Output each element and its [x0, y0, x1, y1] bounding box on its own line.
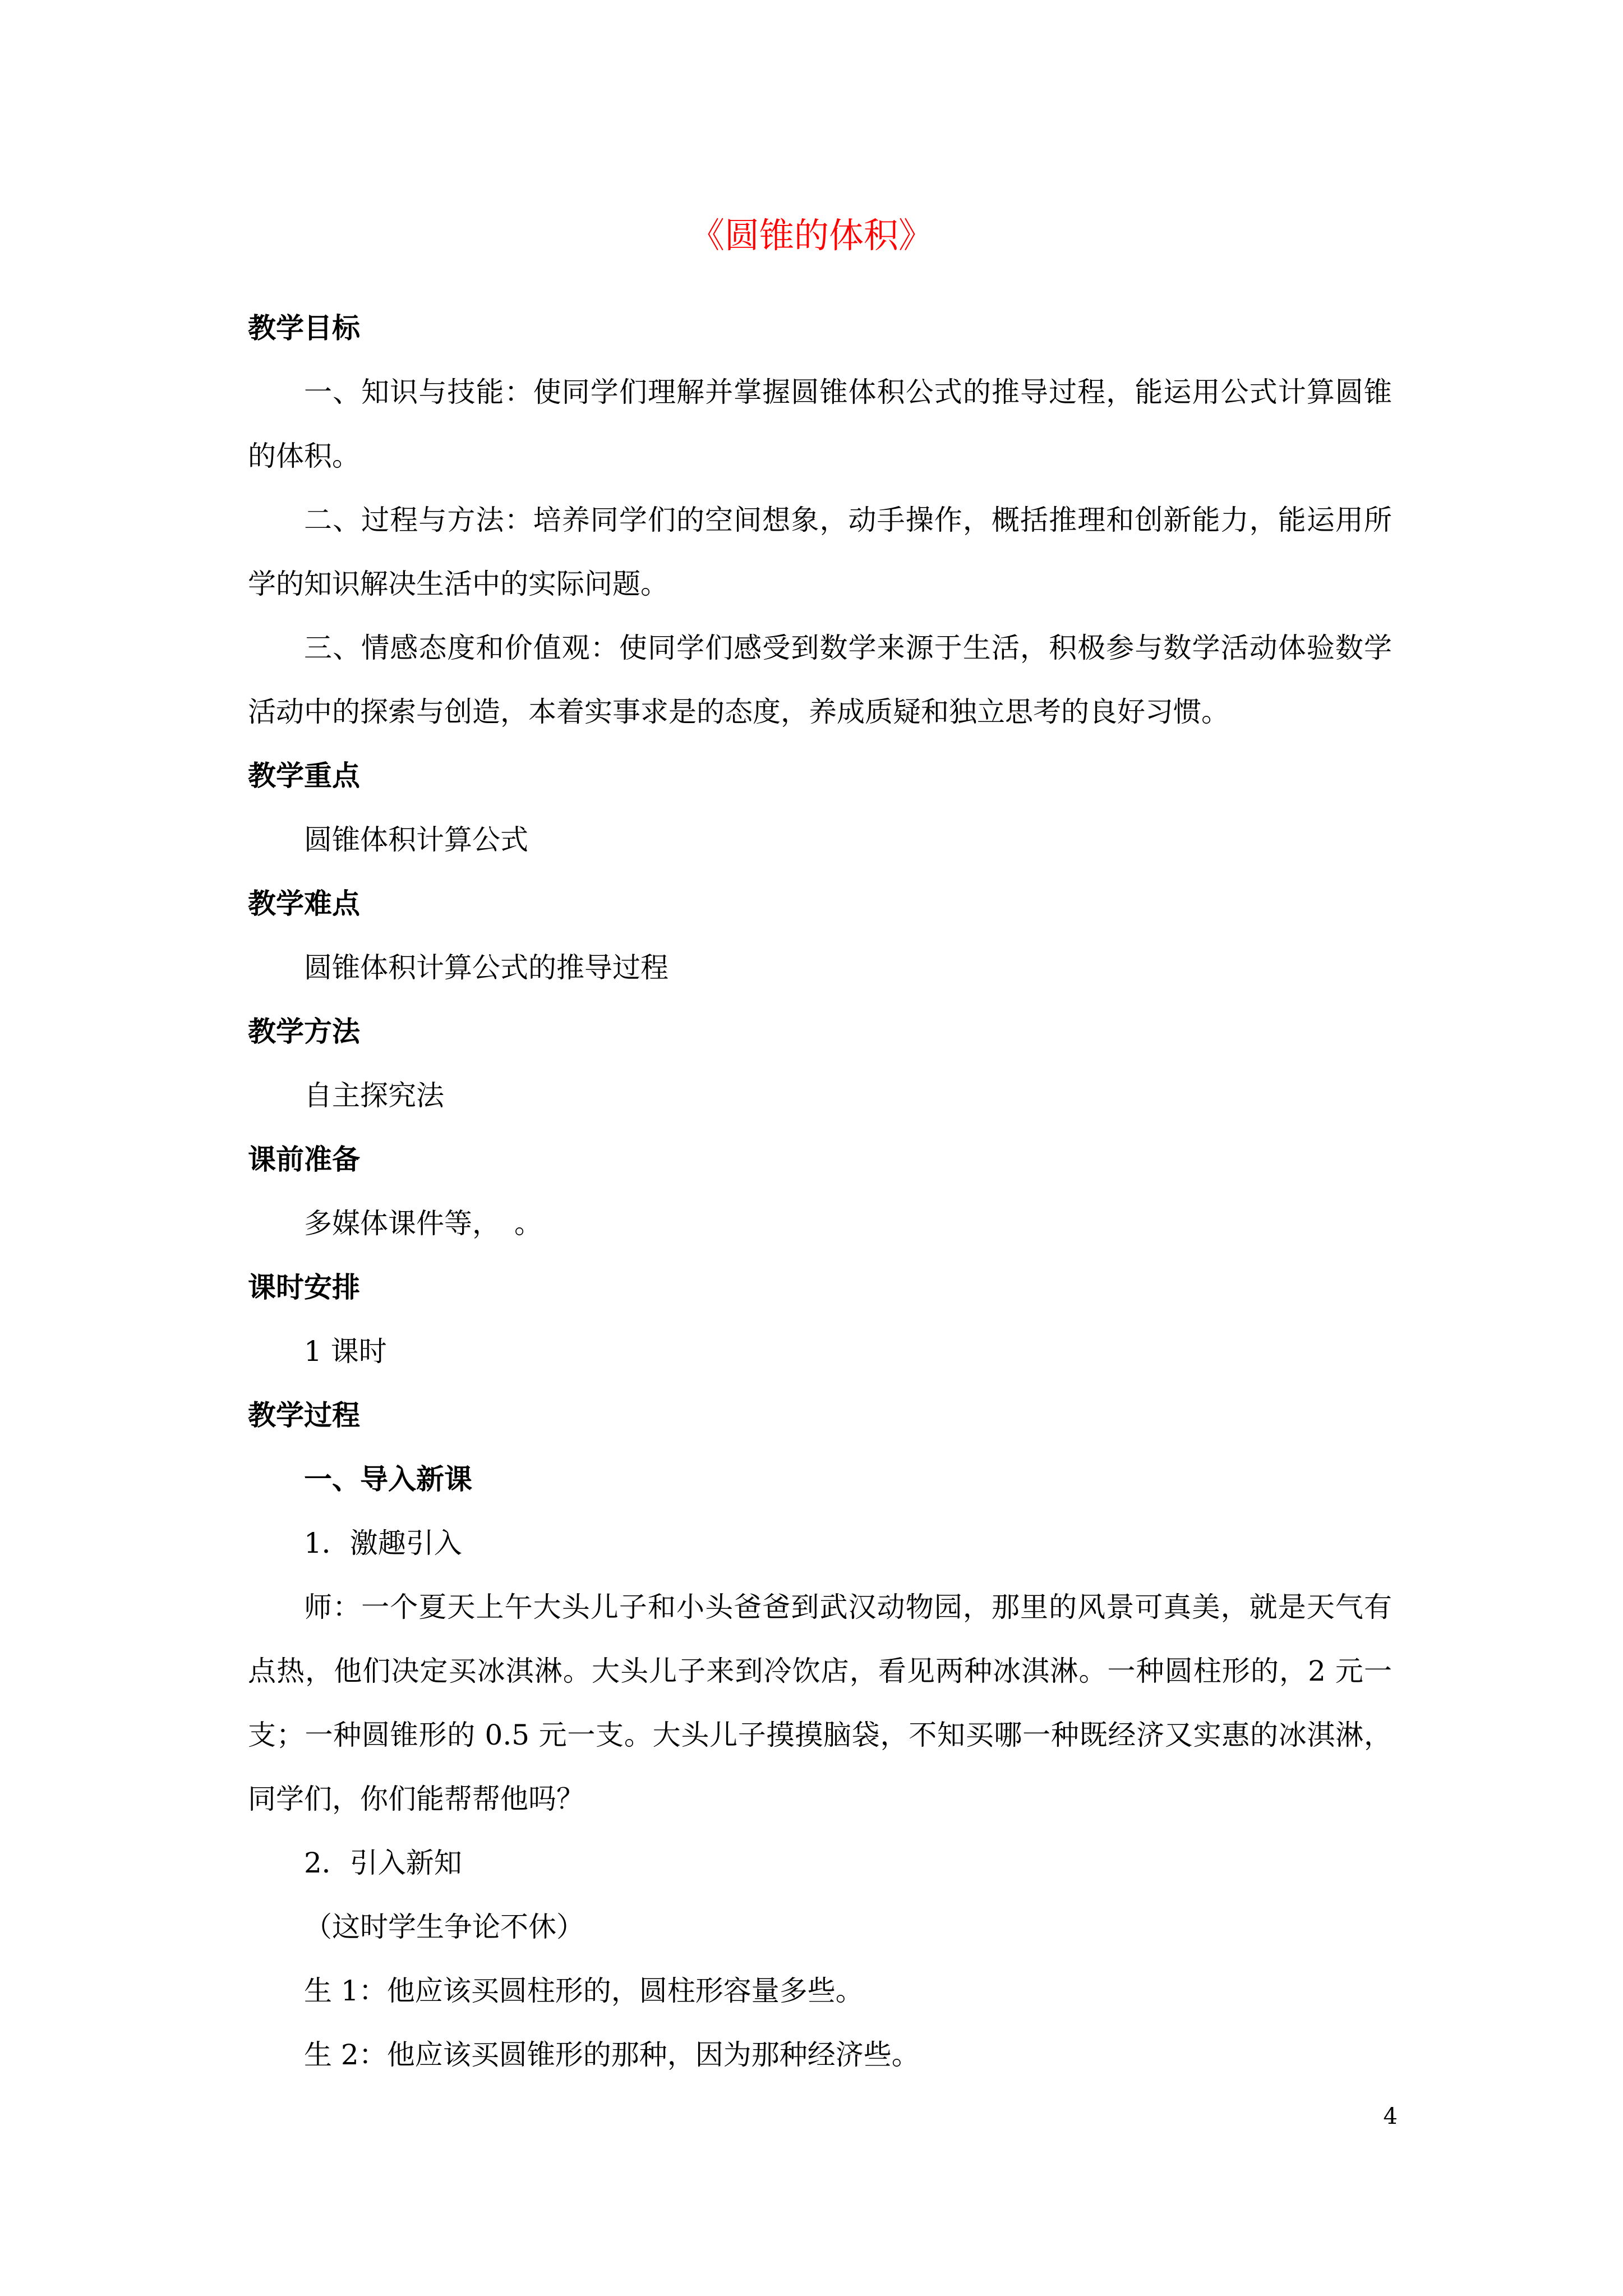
process-note: （这时学生争论不休） — [304, 1911, 584, 1943]
difficulty-text: 圆锥体积计算公式的推导过程 — [304, 951, 668, 984]
key-point-text: 圆锥体积计算公式 — [304, 823, 528, 856]
process-step-1: 1．激趣引入 — [304, 1527, 462, 1559]
teacher-line-1: 师：一个夏天上午大头儿子和小头爸爸到武汉动物园，那里的风景可真美，就是天气有 — [304, 1591, 1392, 1623]
heading-method: 教学方法 — [248, 1015, 360, 1048]
method-text: 自主探究法 — [304, 1079, 444, 1112]
process-subheading-1: 一、导入新课 — [304, 1462, 472, 1496]
student-2-line: 生 2：他应该买圆锥形的那种，因为那种经济些。 — [304, 2039, 920, 2071]
heading-key-point: 教学重点 — [248, 759, 360, 792]
document-title: 《圆锥的体积》 — [689, 215, 933, 256]
process-step-2: 2．引入新知 — [304, 1847, 462, 1879]
objective-process-line-1: 二、过程与方法：培养同学们的空间想象，动手操作，概括推理和创新能力，能运用所 — [304, 504, 1392, 536]
teacher-line-4: 同学们，你们能帮帮他吗？ — [248, 1783, 584, 1815]
heading-preparation: 课前准备 — [248, 1143, 360, 1176]
objective-emotion-line-2: 活动中的探索与创造，本着实事求是的态度，养成质疑和独立思考的良好习惯。 — [248, 696, 1229, 728]
heading-objectives: 教学目标 — [248, 311, 360, 344]
objective-knowledge-line-2: 的体积。 — [248, 440, 360, 472]
document-body — [248, 296, 1392, 2087]
heading-schedule: 课时安排 — [248, 1271, 360, 1304]
student-1-line: 生 1：他应该买圆柱形的，圆柱形容量多些。 — [304, 1975, 864, 2007]
preparation-text: 多媒体课件等， 。 — [304, 1207, 542, 1240]
objective-knowledge-line-1: 一、知识与技能：使同学们理解并掌握圆锥体积公式的推导过程，能运用公式计算圆锥 — [304, 376, 1392, 408]
teacher-line-3: 支；一种圆锥形的 0.5 元一支。大头儿子摸摸脑袋，不知买哪一种既经济又实惠的冰淇淋， — [248, 1719, 1392, 1751]
heading-process: 教学过程 — [248, 1398, 360, 1432]
schedule-text: 1 课时 — [304, 1335, 387, 1368]
objective-emotion-line-1: 三、情感态度和价值观：使同学们感受到数学来源于生活，积极参与数学活动体验数学 — [304, 632, 1392, 664]
objective-process-line-2: 学的知识解决生活中的实际问题。 — [248, 568, 668, 600]
page-number: 4 — [1383, 2104, 1398, 2129]
teacher-line-2: 点热，他们决定买冰淇淋。大头儿子来到冷饮店，看见两种冰淇淋。一种圆柱形的，2 元一 — [248, 1655, 1392, 1687]
heading-difficulty: 教学难点 — [248, 887, 360, 920]
